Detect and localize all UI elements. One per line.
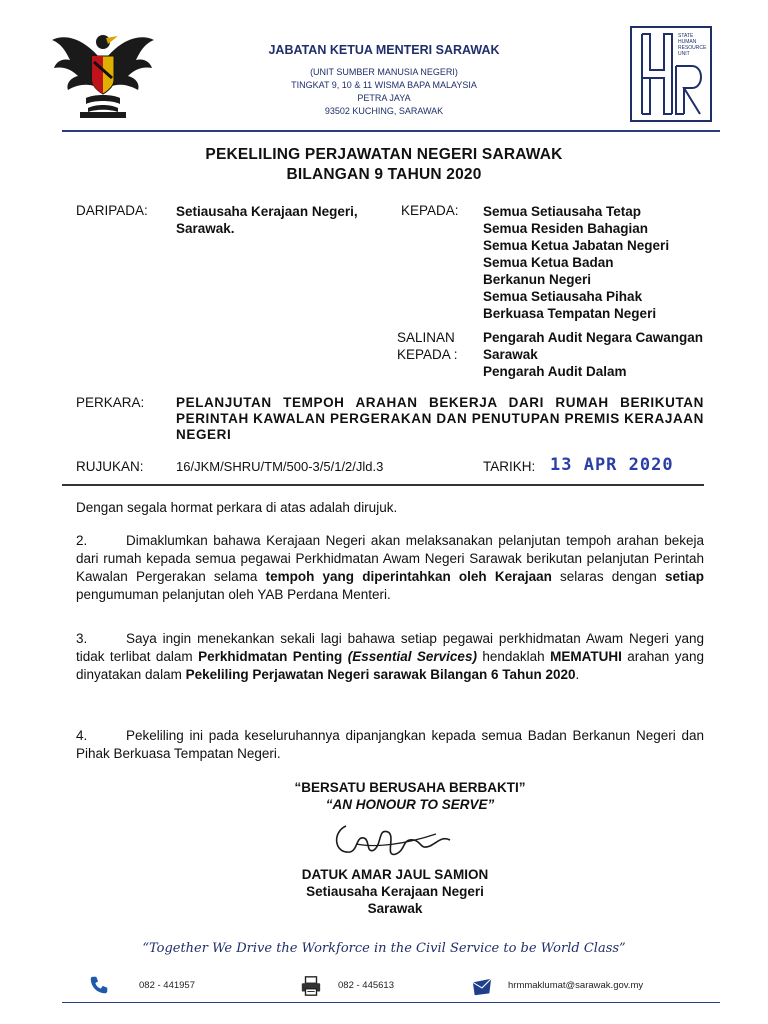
paragraph-number: 2. xyxy=(76,533,88,548)
circular-number: BILANGAN 9 TAHUN 2020 xyxy=(286,166,482,183)
footer-divider xyxy=(62,1002,720,1003)
recipient-item: Semua Ketua Jabatan Negeri xyxy=(483,238,670,253)
paragraph-text: pengumuman pelanjutan oleh YAB Perdana Menteri. xyxy=(76,587,391,602)
paragraph-text: arahan yang dinyatakan dalam xyxy=(76,649,705,682)
paragraph-emphasis: MEMATUHI xyxy=(550,649,622,664)
signatory-place: Sarawak xyxy=(367,901,423,916)
fax-number: 082 - 445613 xyxy=(338,980,394,991)
perkara-label: PERKARA: xyxy=(76,395,145,410)
email-address: hrmmaklumat@sarawak.gov.my xyxy=(508,980,644,991)
copy-recipient-item: Sarawak xyxy=(483,347,538,362)
svg-text:STATE: STATE xyxy=(678,33,694,39)
paragraph-text: Pekeliling ini pada keseluruhannya dipanjangkan kepada semua Badan Berkanun Negeri dan Pihak Berkuasa Tempatan Negeri. xyxy=(76,728,704,761)
paragraph-number: 4. xyxy=(76,728,88,743)
signatory-title: Setiausaha Kerajaan Negeri xyxy=(306,884,484,899)
paragraph-2 xyxy=(76,532,704,604)
daripada-label: DARIPADA: xyxy=(76,203,148,218)
recipient-item: Semua Setiausaha Pihak xyxy=(483,289,643,304)
reference-number: 16/JKM/SHRU/TM/500-3/5/1/2/Jld.3 xyxy=(176,459,384,474)
kepada-label: KEPADA: xyxy=(401,203,459,218)
paragraph-emphasis: tempoh yang diperintahkan oleh Kerajaan xyxy=(265,569,552,584)
recipient-item: Semua Ketua Badan xyxy=(483,255,614,270)
email-icon xyxy=(471,976,493,998)
daripada-value xyxy=(176,203,358,237)
paragraph-number: 3. xyxy=(76,631,88,646)
svg-text:RESOURCE: RESOURCE xyxy=(678,45,707,51)
paragraph-text: hendaklah xyxy=(476,649,551,664)
motto-english: “AN HONOUR TO SERVE” xyxy=(325,797,495,812)
phone-number: 082 - 441957 xyxy=(139,980,195,991)
tarikh-label: TARIKH: xyxy=(483,459,536,474)
paragraph-emphasis: Pekeliling Perjawatan Negeri sarawak Bilangan 6 Tahun 2020 xyxy=(185,667,576,682)
salinan-kepada-label xyxy=(397,329,458,363)
recipient-item: Semua Setiausaha Tetap xyxy=(483,204,642,219)
paragraph-text: selaras dengan xyxy=(551,569,665,584)
paragraph-text: Dimaklumkan bahawa Kerajaan Negeri akan melaksanakan pelanjutan tempoh arahan bekeja dari rumah kepada semua pegawai Perkhidmatan Awam Negeri Sarawak berikutan pelanjutan Perintah Kawalan Pergerakan selama xyxy=(76,533,704,584)
paragraph-text: . xyxy=(575,667,580,682)
paragraph-4 xyxy=(76,727,704,763)
fax-icon xyxy=(300,975,322,997)
recipient-item: Berkanun Negeri xyxy=(483,272,592,287)
paragraph-1: Dengan segala hormat perkara di atas adalah dirujuk. xyxy=(76,500,398,515)
motto-malay: “BERSATU BERUSAHA BERBAKTI” xyxy=(294,780,526,795)
signatory-name: DATUK AMAR JAUL SAMION xyxy=(301,867,489,882)
daripada-line: Setiausaha Kerajaan Negeri, xyxy=(176,204,358,219)
perkara-subject: PELANJUTAN TEMPOH ARAHAN BEKERJA DARI RUMAH BERIKUTAN PERINTAH KAWALAN PERGERAKAN DAN PENUTUPAN PREMIS KERAJAAN NEGERI xyxy=(176,395,704,442)
svg-text:UNIT: UNIT xyxy=(678,51,690,57)
paragraph-text: Saya ingin menekankan sekali lagi bahawa setiap pegawai perkhidmatan Awam Negeri yang tidak terlibat dalam xyxy=(76,631,704,664)
meta-divider xyxy=(62,484,704,486)
footer-tagline: “Together We Drive the Workforce in the Civil Service to be World Class” xyxy=(142,941,626,956)
unit-name: (UNIT SUMBER MANUSIA NEGERI) xyxy=(310,67,458,77)
phone-icon xyxy=(88,974,110,996)
salinan-recipient-list xyxy=(483,329,703,380)
svg-text:HUMAN: HUMAN xyxy=(678,39,697,45)
copy-recipient-item: Pengarah Audit Negara Cawangan xyxy=(483,330,704,345)
recipient-item: Berkuasa Tempatan Negeri xyxy=(483,306,657,321)
paragraph-3 xyxy=(76,630,704,684)
paragraph-emphasis: (Essential Services) xyxy=(347,649,477,664)
organization-name: JABATAN KETUA MENTERI SARAWAK xyxy=(268,43,500,57)
address-line-2: PETRA JAYA xyxy=(357,93,411,103)
header-divider xyxy=(62,130,720,132)
salinan-label-line: SALINAN xyxy=(397,330,455,345)
paragraph-emphasis: Perkhidmatan Penting xyxy=(198,649,348,664)
salinan-label-line: KEPADA : xyxy=(397,347,458,362)
daripada-line: Sarawak. xyxy=(176,221,235,236)
recipient-item: Semua Residen Bahagian xyxy=(483,221,649,236)
rujukan-label: RUJUKAN: xyxy=(76,459,144,474)
handwritten-signature xyxy=(326,814,466,864)
circular-title: PEKELILING PERJAWATAN NEGERI SARAWAK xyxy=(205,146,563,163)
copy-recipient-item: Pengarah Audit Dalam xyxy=(483,364,627,379)
hr-unit-logo xyxy=(630,26,712,122)
kepada-recipient-list xyxy=(483,203,669,322)
date-stamp: 13 APR 2020 xyxy=(550,455,674,475)
paragraph-emphasis: setiap xyxy=(664,569,704,584)
address-line-3: 93502 KUCHING, SARAWAK xyxy=(324,106,444,116)
address-line-1: TINGKAT 9, 10 & 11 WISMA BAPA MALAYSIA xyxy=(291,80,477,90)
